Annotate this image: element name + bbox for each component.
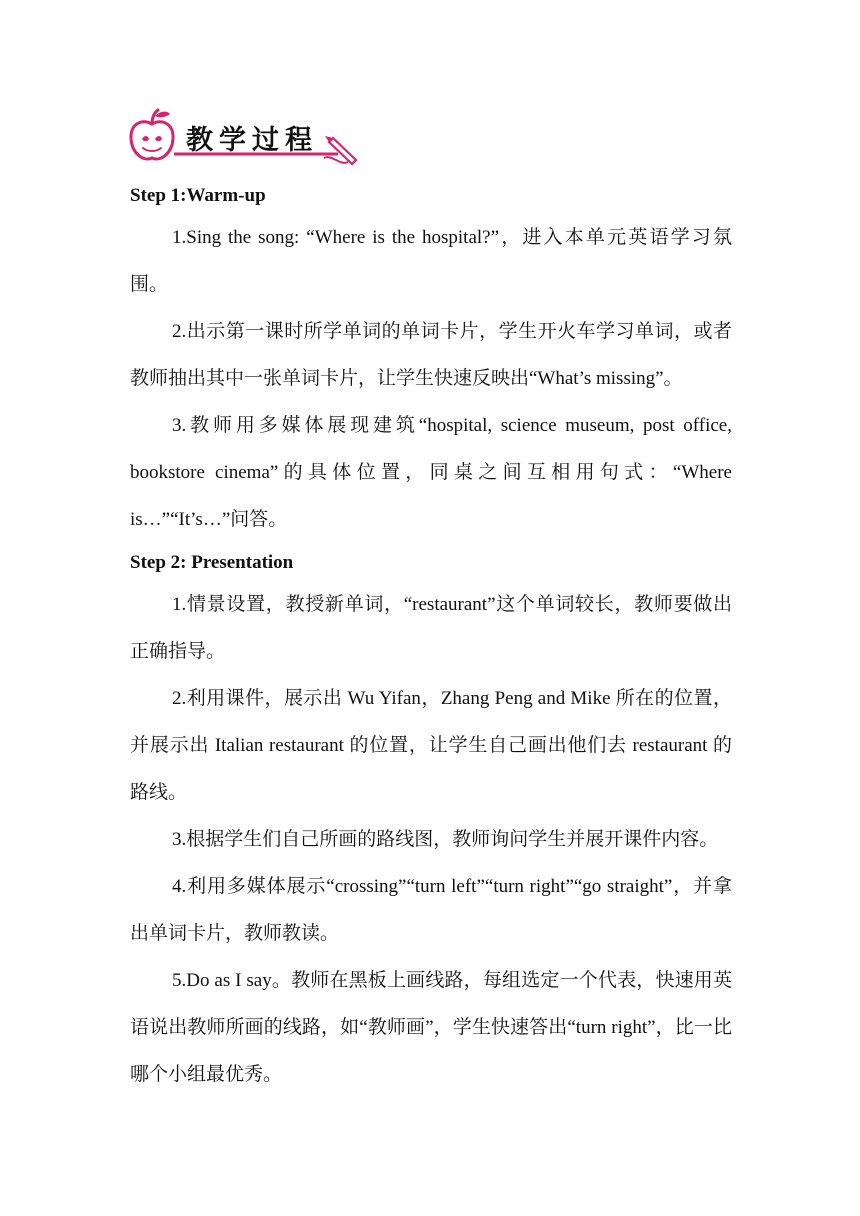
paragraph: 3.教师用多媒体展现建筑“hospital, science museum, post office, bookstore cinema”的具体位置，同桌之间互相用句式：“Where is…”“It’s…”问答。	[130, 415, 732, 530]
paragraph: 5.Do as I say。教师在黑板上画线路，每组选定一个代表，快速用英语说出教师所画的线路，如“教师画”，学生快速答出“turn right”，比一比哪个小组最优秀。	[130, 970, 732, 1085]
apple-icon	[131, 110, 173, 159]
step-heading: Step 1:Warm-up	[130, 185, 266, 206]
step-heading: Step 2: Presentation	[130, 552, 294, 573]
section-banner	[128, 108, 364, 170]
section-title: 教学过程	[186, 125, 318, 156]
paragraph: 1.Sing the song: “Where is the hospital?”，进入本单元英语学习氛围。	[130, 227, 732, 295]
paragraph: 2.利用课件，展示出 Wu Yifan，Zhang Peng and Mike 所在的位置，并展示出 Italian restaurant 的位置，让学生自己画出他们去 restaurant 的路线。	[130, 688, 732, 803]
lesson-content	[130, 178, 732, 1098]
paragraph: 2.出示第一课时所学单词的单词卡片，学生开火车学习单词，或者教师抽出其中一张单词卡片，让学生快速反映出“What’s missing”。	[130, 321, 732, 389]
paragraph: 3.根据学生们自己所画的路线图，教师询问学生并展开课件内容。	[172, 829, 719, 850]
pen-icon	[324, 136, 356, 164]
paragraph: 1.情景设置，教授新单词，“restaurant”这个单词较长，教师要做出正确指导。	[130, 594, 732, 662]
paragraph: 4.利用多媒体展示“crossing”“turn left”“turn right”“go straight”，并拿出单词卡片，教师教读。	[130, 876, 732, 944]
